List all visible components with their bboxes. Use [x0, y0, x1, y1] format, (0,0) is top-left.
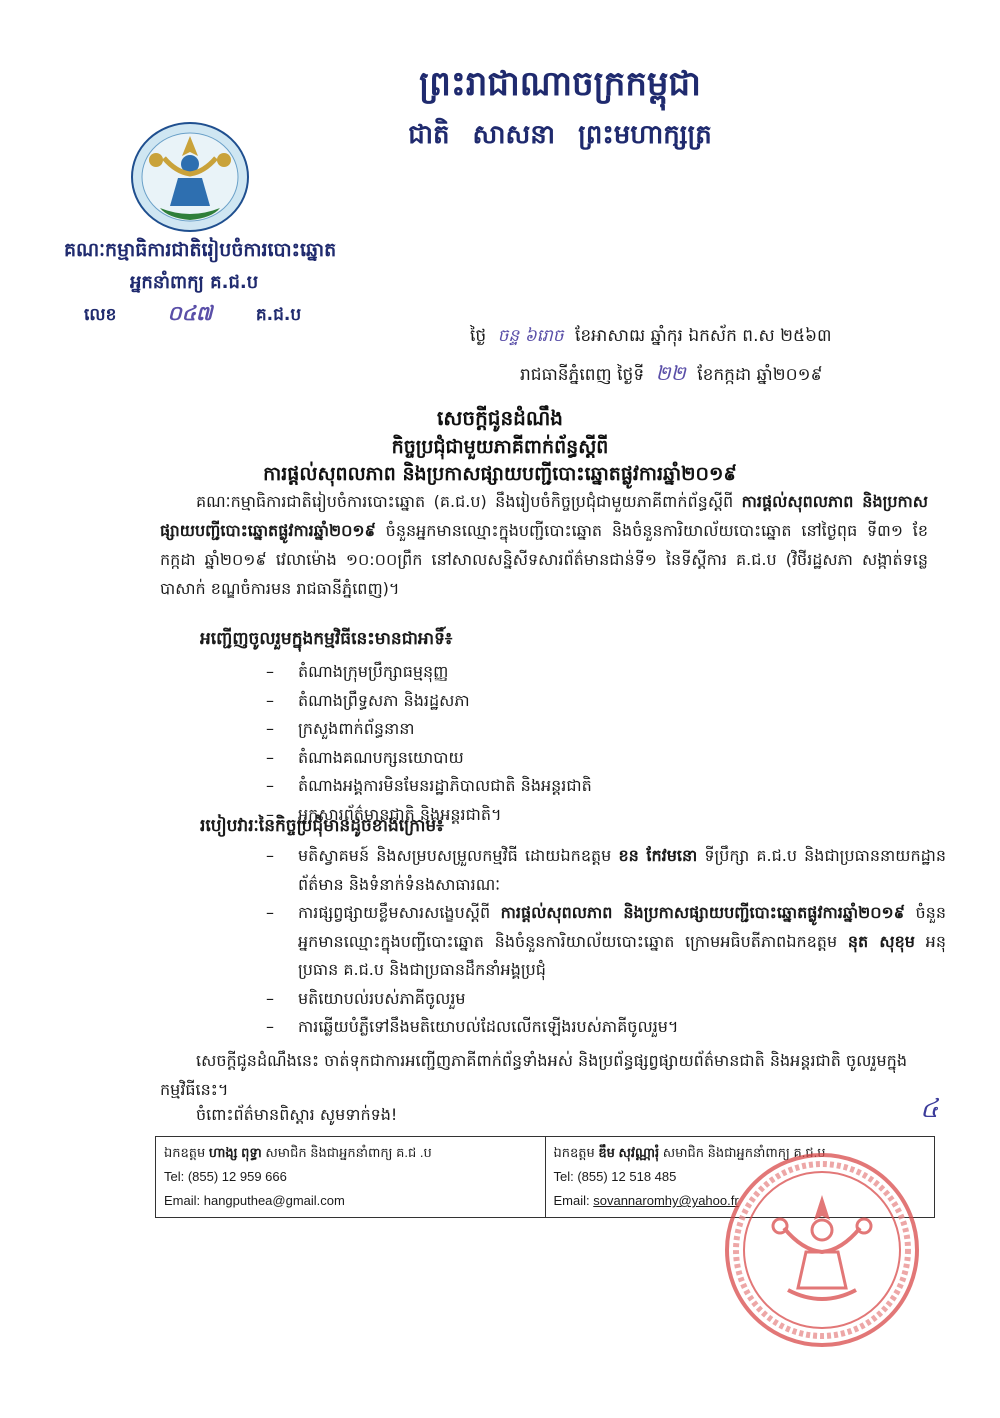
contact-role: សមាជិក និងជាអ្នកនាំពាក្យ គ.ជ .ប	[265, 1145, 432, 1160]
contact-name-line	[164, 1141, 537, 1165]
kingdom-heading: ព្រះរាជាណាចក្រកម្ពុជា	[419, 64, 701, 104]
list-item: – តំណាងអង្គការមិនមែនរដ្ឋាភិបាលជាតិ និងអន្តរជាតិ	[266, 772, 866, 801]
contact-phone: Tel: (855) 12 518 485	[553, 1169, 677, 1184]
agenda-list	[266, 842, 946, 1042]
agenda-topic-bold: ការផ្តល់សុពលភាព និងប្រកាសផ្សាយបញ្ជីបោះឆ្នោតផ្លូវការឆ្នាំ២០១៩	[500, 903, 905, 922]
agenda-text: អនុប្រធាន គ.ជ.ប និងជាប្រធានដឹកនាំអង្គប្រជុំ	[298, 931, 946, 979]
notice-topic: ការផ្តល់សុពលភាព និងប្រកាសផ្សាយបញ្ជីបោះឆ្នោតផ្លូវការឆ្នាំ២០១៩	[263, 463, 737, 485]
agenda-text: ទីប្រឹក្សា គ.ជ.ប និងជាប្រធាននាយកដ្ឋានព័ត៌មាន និងទំនាក់ទំនងសាធារណៈ	[298, 846, 947, 894]
contact-prompt: ចំពោះព័ត៌មានពិស្តារ សូមទាក់ទង!	[196, 1105, 398, 1124]
list-item: – តំណាងក្រុមប្រឹក្សាធម្មនុញ្ញ	[266, 658, 866, 687]
intro-text-1: គណៈកម្មាធិការជាតិរៀបចំការបោះឆ្នោត (គ.ជ.ប) នឹងរៀបចំកិច្ចប្រជុំជាមួយភាគីពាក់ព័ន្ធស្តីពី	[196, 492, 734, 511]
intro-text-2: ចំនួនអ្នកមានឈ្មោះក្នុងបញ្ជីបោះឆ្នោត និងចំនួនការិយាល័យបោះឆ្នោត នៅថ្ងៃពុធ ទី៣១ ខែកក្កដា ឆ្នាំ២០១៩ វេលាម៉ោង ១០:០០ព្រឹក នៅសាលសន្និសីទសារព័ត៌មានជាន់ទី១ នៃទីស្តីការ គ.ជ.ប (វិថីរដ្ឋសភា សង្កាត់ទន្លេបាសាក់ ខណ្ឌចំការមន រាជធានីភ្នំពេញ)។	[160, 521, 929, 598]
contact-email[interactable]: hangputhea@gmail.com	[203, 1193, 345, 1208]
lunar-prefix: ថ្ងៃ	[470, 326, 487, 346]
agenda-text: ការផ្សព្វផ្សាយខ្លឹមសារសង្ខេបស្តីពី	[298, 903, 491, 922]
contact-name: ឌឹម សុវណ្ណារុំ	[598, 1145, 660, 1160]
contact-email[interactable]: sovannaromhy@yahoo.fr	[593, 1193, 739, 1208]
agenda-person-name: នុត សុខុម	[847, 931, 915, 951]
invitees-list	[266, 658, 866, 829]
agenda-person-name: ខន កែវមនោ	[618, 846, 698, 865]
contact-email-line	[164, 1189, 537, 1213]
list-item: – តំណាងគណបក្សនយោបាយ	[266, 744, 866, 773]
solar-date	[520, 360, 823, 390]
national-motto: ជាតិ សាសនា ព្រះមហាក្សត្រ	[408, 120, 712, 150]
ref-label: លេខ	[84, 305, 117, 325]
contact-title: ឯកឧត្តម	[553, 1145, 595, 1160]
ref-suffix: គ.ជ.ប	[255, 305, 302, 325]
official-seal	[722, 1150, 922, 1350]
intro-topic-bold: ការផ្តល់សុពលភាព និងប្រកាសផ្សាយបញ្ជីបោះឆ្នោតផ្លូវការឆ្នាំ២០១៩	[160, 492, 928, 540]
solar-day-handwritten: ២២	[655, 361, 686, 385]
list-item: – អ្នកសារព័ត៌មានជាតិ និងអន្តរជាតិ។	[266, 801, 866, 830]
list-item: – ក្រសួងពាក់ព័ន្ធនានា	[266, 715, 866, 744]
spokesperson-label: អ្នកនាំពាក្យ គ.ជ.ប	[130, 272, 259, 293]
invitees-heading: អញ្ជើញចូលរួមក្នុងកម្មវិធីនេះមានជាអាទិ៍៖	[200, 629, 453, 649]
contact-phone: Tel: (855) 12 959 666	[164, 1169, 287, 1184]
nec-emblem	[120, 120, 260, 235]
list-item: – ការឆ្លើយបំភ្លឺទៅនឹងមតិយោបល់ដែលលើកឡើងរបស់ភាគីចូលរួម។	[266, 1013, 946, 1042]
lunar-month: ខែអាសាឍ	[575, 326, 646, 346]
reference-number	[84, 300, 301, 330]
agenda-heading: របៀបវារៈនៃកិច្ចប្រជុំមានដូចខាងក្រោម៖	[200, 816, 444, 836]
contact-title: ឯកឧត្តម	[164, 1145, 206, 1160]
intro-paragraph	[160, 487, 928, 603]
lunar-year: ឆ្នាំកុរ ឯកស័ក ព.ស ២៥៦៣	[650, 326, 832, 346]
email-label: Email:	[164, 1193, 204, 1208]
list-item	[266, 842, 946, 899]
contact-name: ហាង្ស ពុទ្ធា	[208, 1145, 262, 1160]
notice-title: សេចក្តីជូនដំណឹង	[437, 406, 563, 430]
notice-subtitle: កិច្ចប្រជុំជាមួយភាគីពាក់ព័ន្ធស្តីពី	[391, 436, 609, 458]
ref-number: ០៤៧	[167, 301, 213, 325]
solar-prefix: រាជធានីភ្នំពេញ ថ្ងៃទី	[520, 365, 645, 385]
list-item	[266, 899, 946, 985]
list-item: – មតិយោបល់របស់ភាគីចូលរួម	[266, 985, 946, 1014]
closing-paragraph: សេចក្តីជូនដំណឹងនេះ ចាត់ទុកជាការអញ្ជើញភាគីពាក់ព័ន្ធទាំងអស់ និងប្រព័ន្ធផ្សព្វផ្សាយព័ត៌មានជាតិ និងអន្តរជាតិ ចូលរួមក្នុងកម្មវិធីនេះ។	[160, 1051, 907, 1099]
agency-name: គណៈកម្មាធិការជាតិរៀបចំការបោះឆ្នោត	[64, 239, 337, 261]
lunar-day-handwritten: ចន្ទ ៦រោច	[497, 326, 564, 346]
list-item: – តំណាងព្រឹទ្ធសភា និងរដ្ឋសភា	[266, 687, 866, 716]
page-number: ៤	[920, 1094, 939, 1124]
contact-role: សមាជិក និងជាអ្នកនាំពាក្យ គ.ជ.ប	[662, 1145, 826, 1160]
contact-card	[156, 1137, 546, 1218]
solar-month-year: ខែកក្កដា ឆ្នាំ២០១៩	[697, 365, 823, 385]
agenda-text: មតិស្វាគមន៍ និងសម្របសម្រួលកម្មវិធី ដោយឯកឧត្តម	[298, 846, 612, 865]
email-label: Email:	[553, 1193, 594, 1208]
lunar-date	[470, 325, 832, 350]
agenda-text: ចំនួនអ្នកមានឈ្មោះក្នុងបញ្ជីបោះឆ្នោត និងចំនួនការិយាល័យបោះឆ្នោត ក្រោមអធិបតីភាពឯកឧត្តម	[298, 903, 946, 951]
